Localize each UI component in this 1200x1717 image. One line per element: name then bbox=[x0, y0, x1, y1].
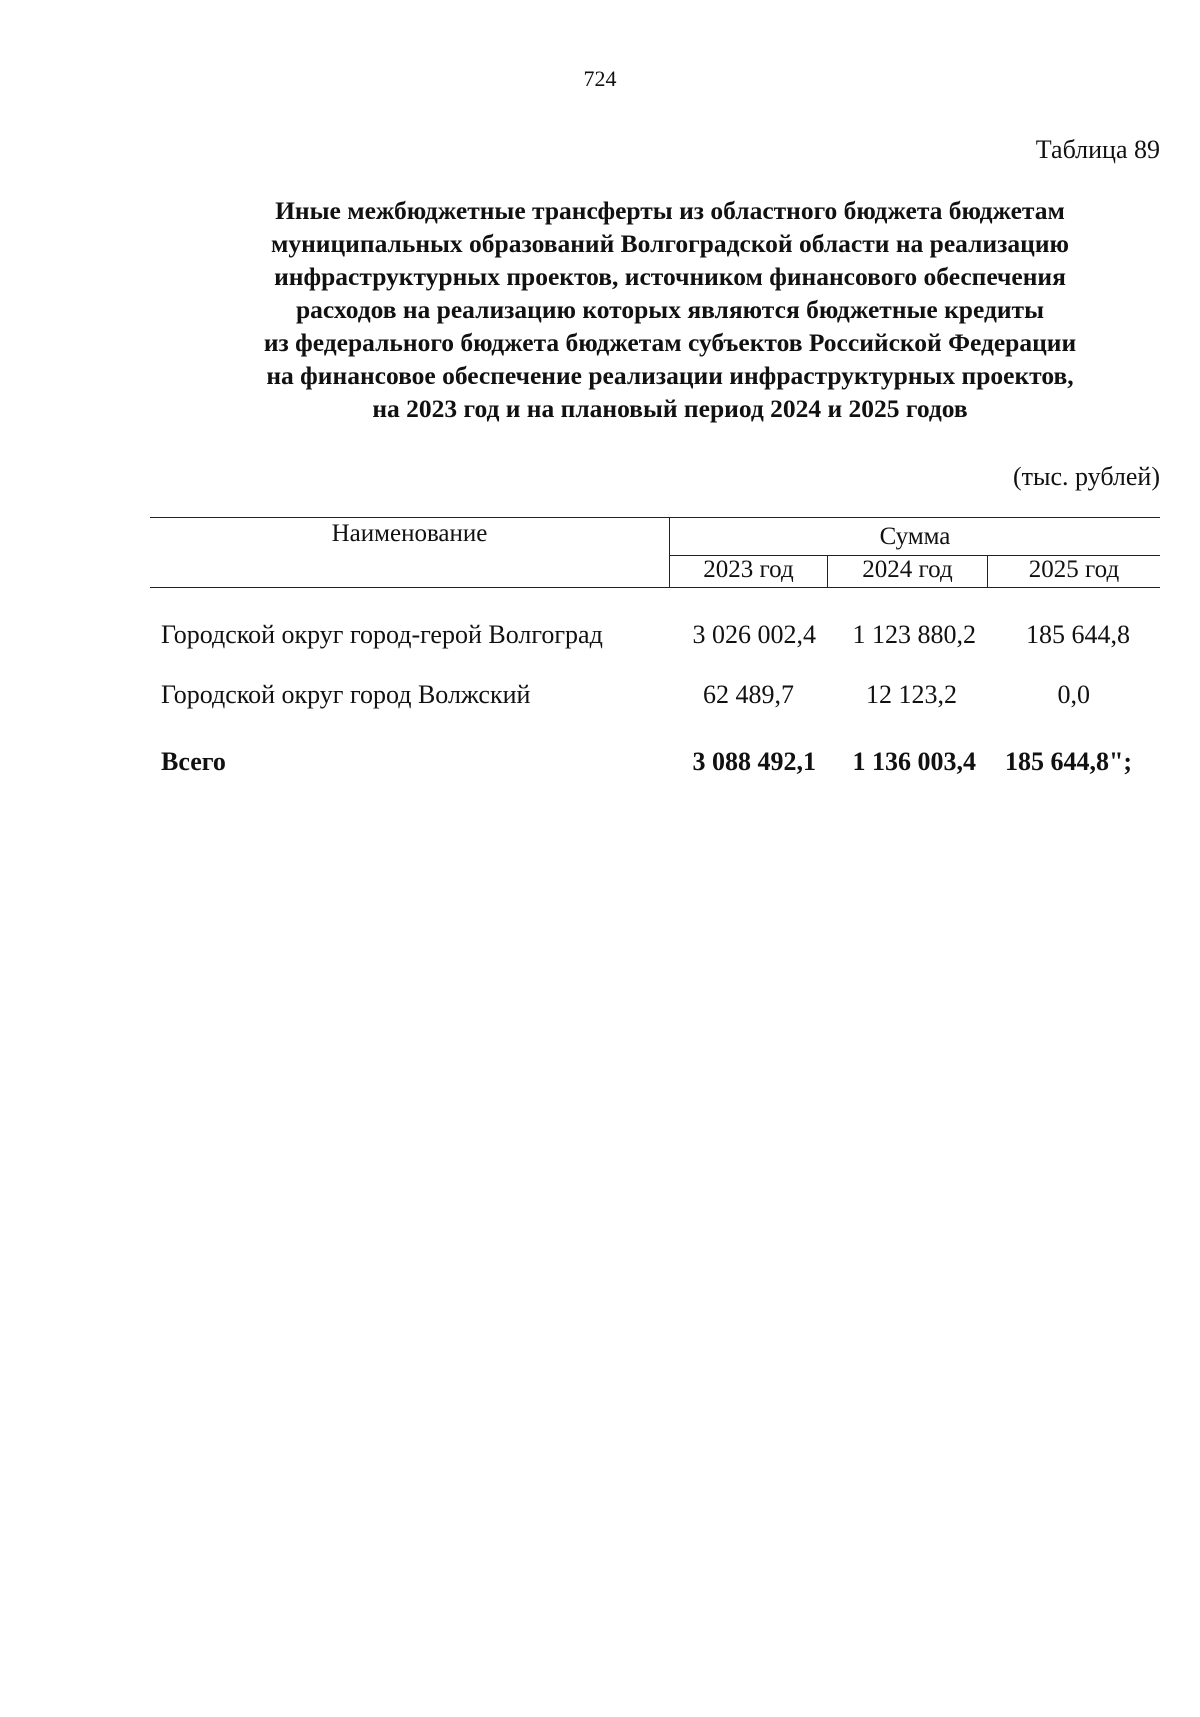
row-value-2023: 3 026 002,4 bbox=[692, 620, 816, 649]
row-value-2024: 12 123,2 bbox=[866, 680, 957, 709]
header-year-2023: 2023 год bbox=[703, 556, 794, 583]
table-header-bottom-rule bbox=[150, 587, 1160, 588]
row-value-2023: 62 489,7 bbox=[703, 680, 794, 709]
header-name: Наименование bbox=[331, 520, 488, 547]
total-value-2023: 3 088 492,1 bbox=[692, 747, 816, 776]
header-year-2025: 2025 год bbox=[1028, 556, 1120, 583]
title-line: муниципальных образований Волгоградской области на реализацию bbox=[270, 229, 1069, 258]
table-top-rule bbox=[150, 517, 1160, 518]
page-number: 724 bbox=[583, 66, 617, 91]
row-value-2025: 0,0 bbox=[1057, 680, 1090, 709]
title-line: на финансовое обеспечение реализации инфраструктурных проектов, bbox=[266, 361, 1074, 390]
row-name: Городской округ город Волжский bbox=[161, 680, 531, 709]
units-label: (тыс. рублей) bbox=[1012, 462, 1160, 491]
title-line: на 2023 год и на плановый период 2024 и 2025 годов bbox=[372, 394, 968, 423]
row-value-2024: 1 123 880,2 bbox=[852, 620, 976, 649]
title-line: из федерального бюджета бюджетам субъектов Российской Федерации bbox=[263, 328, 1077, 357]
title-line: расходов на реализацию которых являются бюджетные кредиты bbox=[296, 295, 1044, 324]
total-value-2024: 1 136 003,4 bbox=[852, 747, 976, 776]
title-line: инфраструктурных проектов, источником финансового обеспечения bbox=[274, 262, 1066, 291]
row-name: Городской округ город-герой Волгоград bbox=[161, 620, 603, 649]
row-value-2025: 185 644,8 bbox=[1026, 620, 1130, 649]
header-sum: Сумма bbox=[879, 523, 951, 550]
header-year-2024: 2024 год bbox=[862, 556, 953, 583]
title-line: Иные межбюджетные трансферты из областного бюджета бюджетам bbox=[275, 196, 1065, 225]
total-value-2025: 185 644,8"; bbox=[1005, 747, 1133, 776]
table-label: Таблица 89 bbox=[1035, 135, 1160, 164]
total-label: Всего bbox=[161, 747, 226, 776]
document-title bbox=[140, 194, 1200, 425]
